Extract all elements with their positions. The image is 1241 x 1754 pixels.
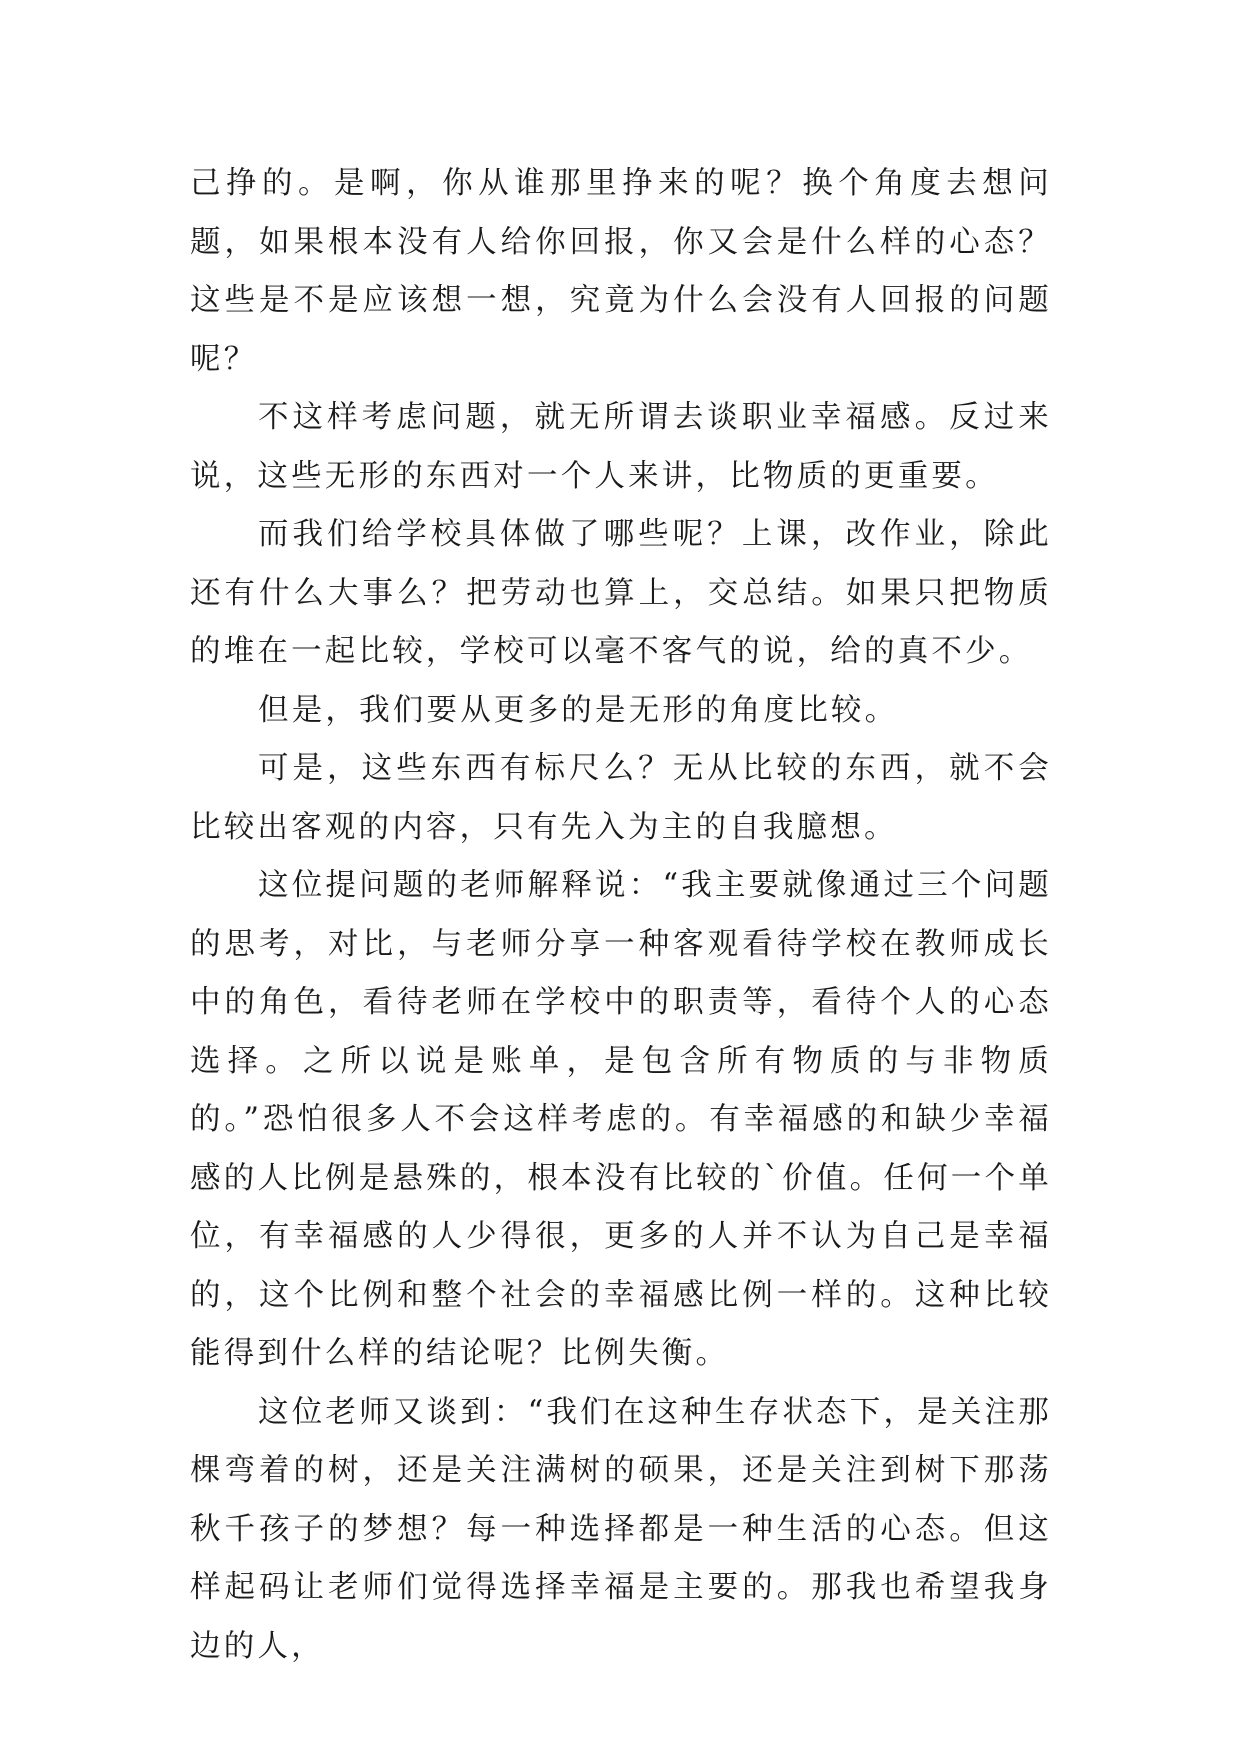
- paragraph: 但是，我们要从更多的是无形的角度比较。: [258, 692, 899, 728]
- paragraph: 可是，这些东西有标尺么？无从比较的东西，就不会比较出客观的内容，只有先入为主的自我臆想。: [190, 751, 1052, 845]
- paragraph: 而我们给学校具体做了哪些呢？上课，改作业，除此还有什么大事么？把劳动也算上，交总结。如果只把物质的堆在一起比较，学校可以毫不客气的说，给的真不少。: [190, 517, 1052, 669]
- paragraph: 己挣的。是啊，你从谁那里挣来的呢？换个角度去想问题，如果根本没有人给你回报，你又会是什么样的心态？这些是不是应该想一想，究竟为什么会没有人回报的问题呢？: [190, 166, 1052, 377]
- document-page: [190, 155, 1052, 1676]
- paragraph: 这位老师又谈到：“我们在这种生存状态下，是关注那棵弯着的树，还是关注满树的硕果，还是关注到树下那荡秋千孩子的梦想？每一种选择都是一种生活的心态。但这样起码让老师们觉得选择幸福是主要的。那我也希望我身边的人，: [190, 1394, 1052, 1664]
- paragraph: 这位提问题的老师解释说：“我主要就像通过三个问题的思考，对比，与老师分享一种客观看待学校在教师成长中的角色，看待老师在学校中的职责等，看待个人的心态选择。之所以说是账单，是包含所有物质的与非物质的。”恐怕很多人不会这样考虑的。有幸福感的和缺少幸福感的人比例是悬殊的，根本没有比较的`价值。任何一个单位，有幸福感的人少得很，更多的人并不认为自己是幸福的，这个比例和整个社会的幸福感比例一样的。这种比较能得到什么样的结论呢？比例失衡。: [190, 868, 1052, 1371]
- paragraph: 不这样考虑问题，就无所谓去谈职业幸福感。反过来说，这些无形的东西对一个人来讲，比物质的更重要。: [190, 400, 1052, 494]
